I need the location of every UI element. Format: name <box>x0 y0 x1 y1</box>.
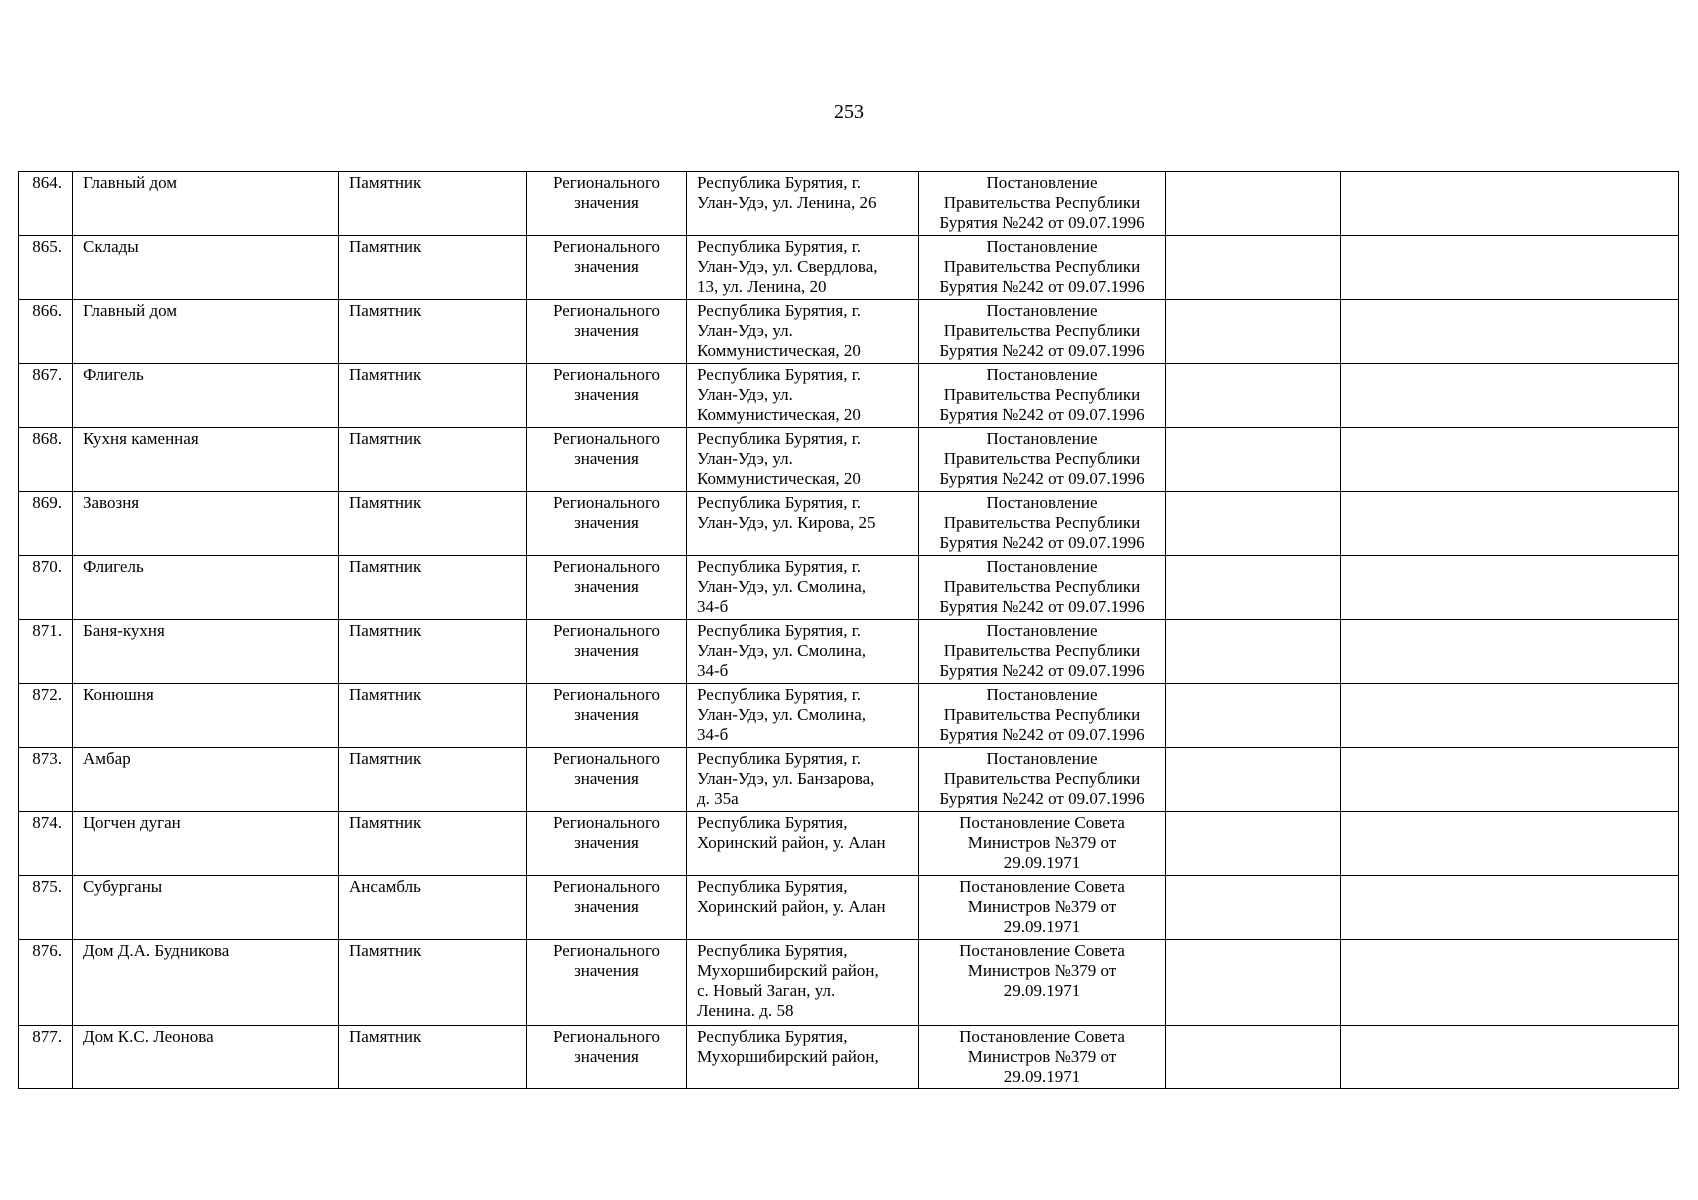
row-number-cell: 870. <box>19 556 73 620</box>
empty-cell-2 <box>1341 556 1679 620</box>
row-number-cell: 869. <box>19 492 73 556</box>
empty-cell-2 <box>1341 748 1679 812</box>
table-row <box>19 620 1679 684</box>
decree-cell-line: Правительства Республики <box>943 641 1141 660</box>
decree-cell <box>919 236 1166 300</box>
decree-cell-line: Постановление <box>986 621 1098 640</box>
row-number-cell: 868. <box>19 428 73 492</box>
decree-cell-line: Бурятия №242 от 09.07.1996 <box>939 213 1145 232</box>
significance-cell-line: значения <box>574 193 639 212</box>
row-number-cell: 871. <box>19 620 73 684</box>
address-cell-line: Республика Бурятия, <box>697 813 848 832</box>
object-name-cell: Завозня <box>73 492 339 556</box>
significance-cell <box>527 492 687 556</box>
address-cell-line: Улан-Удэ, ул. <box>697 385 793 404</box>
decree-cell-line: Правительства Республики <box>943 769 1141 788</box>
row-number-cell: 866. <box>19 300 73 364</box>
empty-cell-1 <box>1166 300 1341 364</box>
table-row <box>19 748 1679 812</box>
address-cell-line: Мухоршибирский район, <box>697 961 879 980</box>
decree-cell-line: Министров №379 от <box>967 897 1117 916</box>
empty-cell-2 <box>1341 620 1679 684</box>
significance-cell-line: значения <box>574 705 639 724</box>
empty-cell-2 <box>1341 428 1679 492</box>
address-cell-line: 13, ул. Ленина, 20 <box>697 277 827 296</box>
significance-cell-line: Регионального <box>552 301 661 320</box>
decree-cell <box>919 620 1166 684</box>
address-cell <box>687 876 919 940</box>
decree-cell-line: Постановление <box>986 429 1098 448</box>
row-number-cell: 873. <box>19 748 73 812</box>
object-type-cell: Ансамбль <box>339 876 527 940</box>
significance-cell-line: Регионального <box>552 685 661 704</box>
decree-cell-line: 29.09.1971 <box>1003 853 1081 872</box>
decree-cell-line: Бурятия №242 от 09.07.1996 <box>939 661 1145 680</box>
object-type-cell: Памятник <box>339 684 527 748</box>
empty-cell-2 <box>1341 172 1679 236</box>
empty-cell-1 <box>1166 556 1341 620</box>
decree-cell-line: Постановление Совета <box>959 813 1125 832</box>
significance-cell <box>527 236 687 300</box>
significance-cell-line: значения <box>574 897 639 916</box>
address-cell-line: Республика Бурятия, г. <box>697 685 862 704</box>
address-cell-line: 34-б <box>697 597 729 616</box>
object-type-cell: Памятник <box>339 812 527 876</box>
address-cell-line: Республика Бурятия, г. <box>697 173 862 192</box>
address-cell <box>687 364 919 428</box>
object-type-cell: Памятник <box>339 940 527 1026</box>
decree-cell-line: Постановление Совета <box>959 1027 1125 1046</box>
decree-cell-line: Бурятия №242 от 09.07.1996 <box>939 533 1145 552</box>
decree-cell <box>919 300 1166 364</box>
address-cell <box>687 620 919 684</box>
address-cell <box>687 1026 919 1089</box>
object-name-cell: Цогчен дуган <box>73 812 339 876</box>
address-cell <box>687 748 919 812</box>
empty-cell-2 <box>1341 876 1679 940</box>
table-row <box>19 812 1679 876</box>
object-name-cell: Главный дом <box>73 300 339 364</box>
address-cell-line: Республика Бурятия, <box>697 941 848 960</box>
decree-cell-line: Бурятия №242 от 09.07.1996 <box>939 277 1145 296</box>
significance-cell-line: Регионального <box>552 1027 661 1046</box>
decree-cell <box>919 172 1166 236</box>
significance-cell-line: Регионального <box>552 237 661 256</box>
significance-cell-line: Регионального <box>552 365 661 384</box>
empty-cell-2 <box>1341 300 1679 364</box>
object-name-cell: Амбар <box>73 748 339 812</box>
decree-cell <box>919 492 1166 556</box>
object-name-cell: Флигель <box>73 556 339 620</box>
address-cell-line: Улан-Удэ, ул. Свердлова, <box>697 257 878 276</box>
address-cell-line: Улан-Удэ, ул. Смолина, <box>697 641 867 660</box>
decree-cell-line: Постановление <box>986 173 1098 192</box>
decree-cell-line: Постановление Совета <box>959 941 1125 960</box>
empty-cell-1 <box>1166 236 1341 300</box>
significance-cell <box>527 556 687 620</box>
decree-cell-line: Постановление <box>986 365 1098 384</box>
address-cell-line: 34-б <box>697 725 729 744</box>
address-cell-line: Улан-Удэ, ул. Кирова, 25 <box>697 513 876 532</box>
address-cell-line: Улан-Удэ, ул. <box>697 321 793 340</box>
empty-cell-1 <box>1166 812 1341 876</box>
significance-cell-line: значения <box>574 449 639 468</box>
row-number-cell: 872. <box>19 684 73 748</box>
significance-cell-line: значения <box>574 961 639 980</box>
address-cell <box>687 428 919 492</box>
address-cell-line: Республика Бурятия, г. <box>697 365 862 384</box>
object-name-cell: Дом К.С. Леонова <box>73 1026 339 1089</box>
significance-cell-line: Регионального <box>552 749 661 768</box>
significance-cell-line: Регионального <box>552 493 661 512</box>
address-cell-line: Республика Бурятия, г. <box>697 429 862 448</box>
significance-cell <box>527 940 687 1026</box>
significance-cell-line: значения <box>574 321 639 340</box>
decree-cell <box>919 684 1166 748</box>
decree-cell-line: 29.09.1971 <box>1003 917 1081 936</box>
object-type-cell: Памятник <box>339 172 527 236</box>
significance-cell <box>527 876 687 940</box>
significance-cell-line: значения <box>574 769 639 788</box>
significance-cell-line: Регионального <box>552 557 661 576</box>
decree-cell <box>919 1026 1166 1089</box>
table-row <box>19 428 1679 492</box>
table-row <box>19 236 1679 300</box>
decree-cell-line: Постановление <box>986 749 1098 768</box>
row-number-cell: 865. <box>19 236 73 300</box>
table-body <box>19 172 1679 1089</box>
decree-cell-line: Правительства Республики <box>943 577 1141 596</box>
empty-cell-2 <box>1341 1026 1679 1089</box>
empty-cell-1 <box>1166 876 1341 940</box>
significance-cell-line: значения <box>574 577 639 596</box>
address-cell-line: Республика Бурятия, г. <box>697 237 862 256</box>
decree-cell-line: Бурятия №242 от 09.07.1996 <box>939 725 1145 744</box>
decree-cell-line: 29.09.1971 <box>1003 1067 1081 1086</box>
address-cell-line: Улан-Удэ, ул. Смолина, <box>697 705 867 724</box>
row-number-cell: 867. <box>19 364 73 428</box>
decree-cell-line: Бурятия №242 от 09.07.1996 <box>939 341 1145 360</box>
address-cell-line: д. 35а <box>697 789 739 808</box>
decree-cell-line: Правительства Республики <box>943 257 1141 276</box>
address-cell-line: Коммунистическая, 20 <box>697 405 861 424</box>
significance-cell <box>527 300 687 364</box>
row-number-cell: 876. <box>19 940 73 1026</box>
empty-cell-2 <box>1341 812 1679 876</box>
empty-cell-1 <box>1166 684 1341 748</box>
decree-cell-line: Правительства Республики <box>943 449 1141 468</box>
significance-cell <box>527 620 687 684</box>
object-name-cell: Склады <box>73 236 339 300</box>
address-cell-line: Хоринский район, у. Алан <box>697 833 886 852</box>
row-number-cell: 877. <box>19 1026 73 1089</box>
empty-cell-2 <box>1341 684 1679 748</box>
table-row <box>19 876 1679 940</box>
significance-cell-line: Регионального <box>552 877 661 896</box>
row-number-cell: 864. <box>19 172 73 236</box>
object-type-cell: Памятник <box>339 492 527 556</box>
decree-cell <box>919 556 1166 620</box>
row-number-cell: 874. <box>19 812 73 876</box>
empty-cell-1 <box>1166 492 1341 556</box>
object-type-cell: Памятник <box>339 1026 527 1089</box>
object-name-cell: Субурганы <box>73 876 339 940</box>
decree-cell <box>919 364 1166 428</box>
address-cell-line: Республика Бурятия, г. <box>697 301 862 320</box>
address-cell-line: Республика Бурятия, <box>697 1027 848 1046</box>
decree-cell-line: Бурятия №242 от 09.07.1996 <box>939 469 1145 488</box>
empty-cell-2 <box>1341 364 1679 428</box>
address-cell-line: Улан-Удэ, ул. Банзарова, <box>697 769 875 788</box>
decree-cell-line: Постановление <box>986 557 1098 576</box>
decree-cell-line: Министров №379 от <box>967 961 1117 980</box>
address-cell-line: Улан-Удэ, ул. Ленина, 26 <box>697 193 877 212</box>
decree-cell-line: 29.09.1971 <box>1003 981 1081 1000</box>
address-cell-line: Республика Бурятия, г. <box>697 493 862 512</box>
empty-cell-2 <box>1341 236 1679 300</box>
address-cell <box>687 684 919 748</box>
significance-cell <box>527 364 687 428</box>
decree-cell <box>919 428 1166 492</box>
address-cell-line: Мухоршибирский район, <box>697 1047 879 1066</box>
address-cell-line: Республика Бурятия, г. <box>697 557 862 576</box>
decree-cell-line: Министров №379 от <box>967 1047 1117 1066</box>
decree-cell-line: Министров №379 от <box>967 833 1117 852</box>
significance-cell <box>527 172 687 236</box>
table-row <box>19 172 1679 236</box>
empty-cell-2 <box>1341 492 1679 556</box>
significance-cell-line: Регионального <box>552 429 661 448</box>
decree-cell <box>919 748 1166 812</box>
page-number: 253 <box>834 101 864 123</box>
significance-cell-line: значения <box>574 513 639 532</box>
empty-cell-1 <box>1166 172 1341 236</box>
object-name-cell: Дом Д.А. Будникова <box>73 940 339 1026</box>
address-cell <box>687 556 919 620</box>
address-cell-line: Коммунистическая, 20 <box>697 469 861 488</box>
decree-cell <box>919 876 1166 940</box>
decree-cell <box>919 812 1166 876</box>
decree-cell-line: Постановление <box>986 301 1098 320</box>
table-row <box>19 556 1679 620</box>
significance-cell-line: Регионального <box>552 621 661 640</box>
address-cell-line: Улан-Удэ, ул. <box>697 449 793 468</box>
decree-cell-line: Правительства Республики <box>943 385 1141 404</box>
table-row <box>19 364 1679 428</box>
empty-cell-1 <box>1166 940 1341 1026</box>
decree-cell-line: Бурятия №242 от 09.07.1996 <box>939 597 1145 616</box>
address-cell-line: Ленина. д. 58 <box>697 1001 794 1020</box>
address-cell-line: Республика Бурятия, г. <box>697 621 862 640</box>
address-cell-line: Улан-Удэ, ул. Смолина, <box>697 577 867 596</box>
significance-cell <box>527 428 687 492</box>
object-name-cell: Кухня каменная <box>73 428 339 492</box>
table-row <box>19 684 1679 748</box>
decree-cell-line: Правительства Республики <box>943 193 1141 212</box>
significance-cell <box>527 1026 687 1089</box>
object-type-cell: Памятник <box>339 300 527 364</box>
empty-cell-1 <box>1166 748 1341 812</box>
decree-cell-line: Постановление Совета <box>959 877 1125 896</box>
address-cell-line: Республика Бурятия, <box>697 877 848 896</box>
object-name-cell: Флигель <box>73 364 339 428</box>
empty-cell-2 <box>1341 940 1679 1026</box>
empty-cell-1 <box>1166 1026 1341 1089</box>
significance-cell-line: значения <box>574 1047 639 1066</box>
significance-cell-line: Регионального <box>552 941 661 960</box>
object-type-cell: Памятник <box>339 556 527 620</box>
address-cell <box>687 236 919 300</box>
decree-cell-line: Постановление <box>986 685 1098 704</box>
significance-cell-line: значения <box>574 833 639 852</box>
table-row <box>19 300 1679 364</box>
decree-cell-line: Бурятия №242 от 09.07.1996 <box>939 789 1145 808</box>
significance-cell-line: Регионального <box>552 173 661 192</box>
significance-cell-line: значения <box>574 385 639 404</box>
table-row <box>19 492 1679 556</box>
decree-cell-line: Правительства Республики <box>943 321 1141 340</box>
row-number-cell: 875. <box>19 876 73 940</box>
address-cell-line: 34-б <box>697 661 729 680</box>
heritage-registry-table <box>18 171 1679 1089</box>
object-name-cell: Главный дом <box>73 172 339 236</box>
object-type-cell: Памятник <box>339 428 527 492</box>
significance-cell <box>527 684 687 748</box>
decree-cell-line: Бурятия №242 от 09.07.1996 <box>939 405 1145 424</box>
address-cell <box>687 172 919 236</box>
object-type-cell: Памятник <box>339 364 527 428</box>
significance-cell <box>527 748 687 812</box>
address-cell <box>687 940 919 1026</box>
address-cell <box>687 492 919 556</box>
significance-cell-line: значения <box>574 257 639 276</box>
empty-cell-1 <box>1166 364 1341 428</box>
address-cell <box>687 300 919 364</box>
empty-cell-1 <box>1166 428 1341 492</box>
decree-cell-line: Постановление <box>986 493 1098 512</box>
empty-cell-1 <box>1166 620 1341 684</box>
table-row <box>19 940 1679 1026</box>
decree-cell-line: Постановление <box>986 237 1098 256</box>
address-cell-line: Республика Бурятия, г. <box>697 749 862 768</box>
address-cell-line: Хоринский район, у. Алан <box>697 897 886 916</box>
address-cell <box>687 812 919 876</box>
decree-cell-line: Правительства Республики <box>943 513 1141 532</box>
decree-cell-line: Правительства Республики <box>943 705 1141 724</box>
address-cell-line: с. Новый Заган, ул. <box>697 981 836 1000</box>
significance-cell-line: Регионального <box>552 813 661 832</box>
significance-cell-line: значения <box>574 641 639 660</box>
table-row <box>19 1026 1679 1089</box>
significance-cell <box>527 812 687 876</box>
object-type-cell: Памятник <box>339 236 527 300</box>
decree-cell <box>919 940 1166 1026</box>
object-name-cell: Баня-кухня <box>73 620 339 684</box>
object-type-cell: Памятник <box>339 620 527 684</box>
object-type-cell: Памятник <box>339 748 527 812</box>
object-name-cell: Конюшня <box>73 684 339 748</box>
address-cell-line: Коммунистическая, 20 <box>697 341 861 360</box>
